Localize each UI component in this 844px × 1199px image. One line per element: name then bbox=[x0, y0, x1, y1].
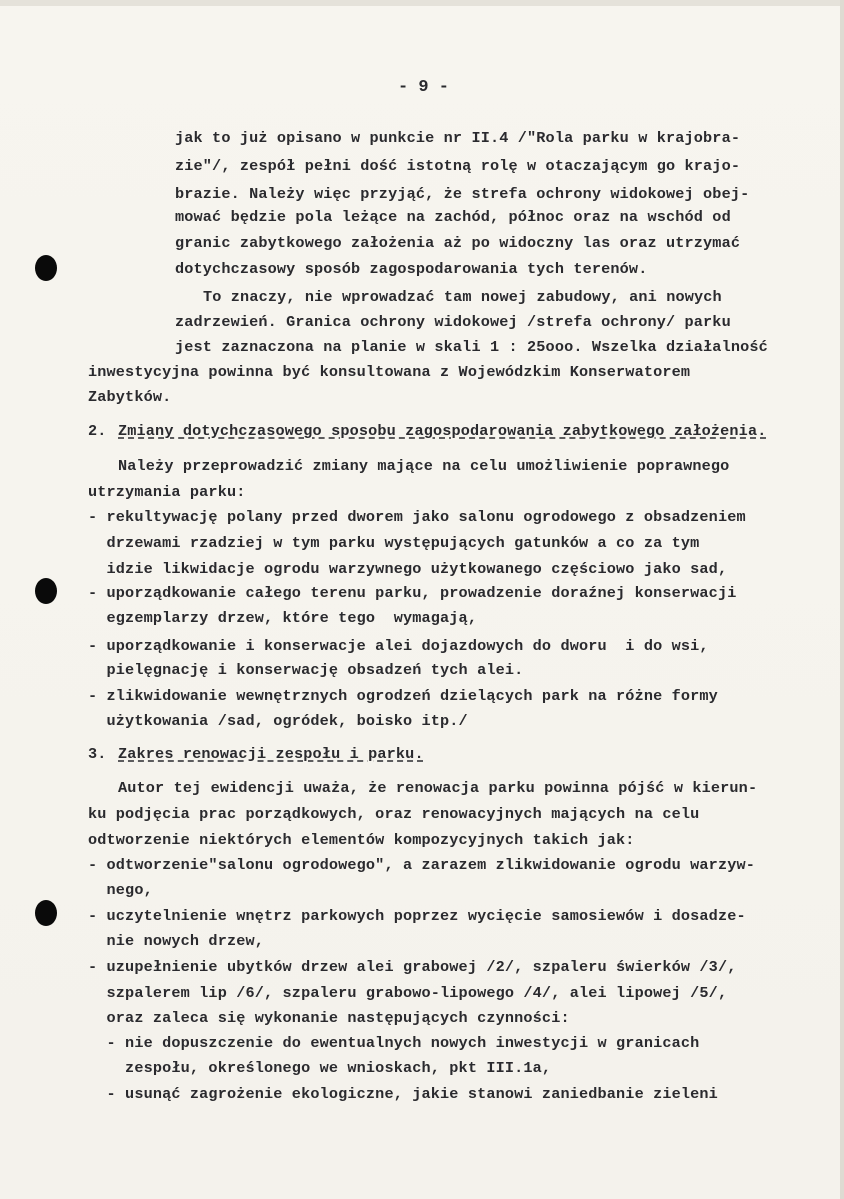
text-line: mować będzie pola leżące na zachód, północ oraz na wschód od bbox=[175, 208, 731, 226]
text-line: inwestycyjna powinna być konsultowana z Wojewódzkim Konserwatorem bbox=[88, 363, 691, 381]
list-item: - uporządkowanie całego terenu parku, prowadzenie doraźnej konserwacji bbox=[88, 584, 737, 602]
list-item: - nie dopuszczenie do ewentualnych nowych inwestycji w granicach bbox=[88, 1034, 700, 1052]
text-line: ku podjęcia prac porządkowych, oraz renowacyjnych mających na celu bbox=[88, 805, 700, 823]
list-item: idzie likwidacje ogrodu warzywnego użytkowanego częściowo jako sad, bbox=[88, 560, 728, 578]
list-item: nie nowych drzew, bbox=[88, 932, 265, 950]
list-item: - uporządkowanie i konserwacje alei dojazdowych do dworu i do wsi, bbox=[88, 637, 709, 655]
page-top-edge bbox=[0, 0, 844, 6]
list-item: szpalerem lip /6/, szpaleru grabowo-lipowego /4/, alei lipowej /5/, bbox=[88, 984, 728, 1002]
punch-hole-bottom bbox=[35, 900, 57, 926]
page-number: - 9 - bbox=[398, 78, 450, 97]
list-item: - uczytelnienie wnętrz parkowych poprzez wycięcie samosiewów i dosadze- bbox=[88, 907, 746, 925]
text-line: Zabytków. bbox=[88, 388, 172, 406]
list-item: - rekultywację polany przed dworem jako salonu ogrodowego z obsadzeniem bbox=[88, 508, 746, 526]
list-item: oraz zaleca się wykonanie następujących czynności: bbox=[88, 1009, 570, 1027]
text-line: zie"/, zespół pełni dość istotną rolę w otaczającym go krajo- bbox=[175, 157, 741, 175]
section-2-title: Zmiany dotychczasowego sposobu zagospodarowania zabytkowego założenia. bbox=[118, 422, 767, 440]
list-item: - uzupełnienie ubytków drzew alei grabowej /2/, szpaleru świerków /3/, bbox=[88, 958, 737, 976]
list-item: - zlikwidowanie wewnętrznych ogrodzeń dzielących park na różne formy bbox=[88, 687, 718, 705]
text-line: granic zabytkowego założenia aż po widoczny las oraz utrzymać bbox=[175, 234, 741, 252]
text-line: jak to już opisano w punkcie nr II.4 /"Rola parku w krajobra- bbox=[175, 129, 741, 147]
list-item: nego, bbox=[88, 881, 153, 899]
punch-hole-middle bbox=[35, 578, 57, 604]
text-line: brazie. Należy więc przyjąć, że strefa ochrony widokowej obej- bbox=[175, 185, 750, 203]
list-item: zespołu, określonego we wnioskach, pkt III.1a, bbox=[88, 1059, 552, 1077]
text-line: jest zaznaczona na planie w skali 1 : 25ooo. Wszelka działalność bbox=[175, 338, 768, 356]
punch-hole-top bbox=[35, 255, 57, 281]
list-item: - odtworzenie"salonu ogrodowego", a zarazem zlikwidowanie ogrodu warzyw- bbox=[88, 856, 756, 874]
text-line: Należy przeprowadzić zmiany mające na celu umożliwienie poprawnego bbox=[118, 457, 730, 475]
section-2-number: 2. bbox=[88, 422, 107, 440]
list-item: drzewami rzadziej w tym parku występujących gatunków a co za tym bbox=[88, 534, 700, 552]
text-line: utrzymania parku: bbox=[88, 483, 246, 501]
text-line: To znaczy, nie wprowadzać tam nowej zabudowy, ani nowych bbox=[203, 288, 722, 306]
text-line: dotychczasowy sposób zagospodarowania tych terenów. bbox=[175, 260, 648, 278]
section-3-number: 3. bbox=[88, 745, 107, 763]
text-line: Autor tej ewidencji uważa, że renowacja parku powinna pójść w kierun- bbox=[118, 779, 758, 797]
page-right-edge bbox=[840, 0, 844, 1199]
list-item: użytkowania /sad, ogródek, boisko itp./ bbox=[88, 712, 468, 730]
section-3-title: Zakres renowacji zespołu i parku. bbox=[118, 745, 424, 763]
text-line: zadrzewień. Granica ochrony widokowej /strefa ochrony/ parku bbox=[175, 313, 731, 331]
list-item: - usunąć zagrożenie ekologiczne, jakie stanowi zaniedbanie zieleni bbox=[88, 1085, 718, 1103]
list-item: egzemplarzy drzew, które tego wymagają, bbox=[88, 609, 478, 627]
list-item: pielęgnację i konserwację obsadzeń tych alei. bbox=[88, 661, 524, 679]
text-line: odtworzenie niektórych elementów kompozycyjnych takich jak: bbox=[88, 831, 635, 849]
